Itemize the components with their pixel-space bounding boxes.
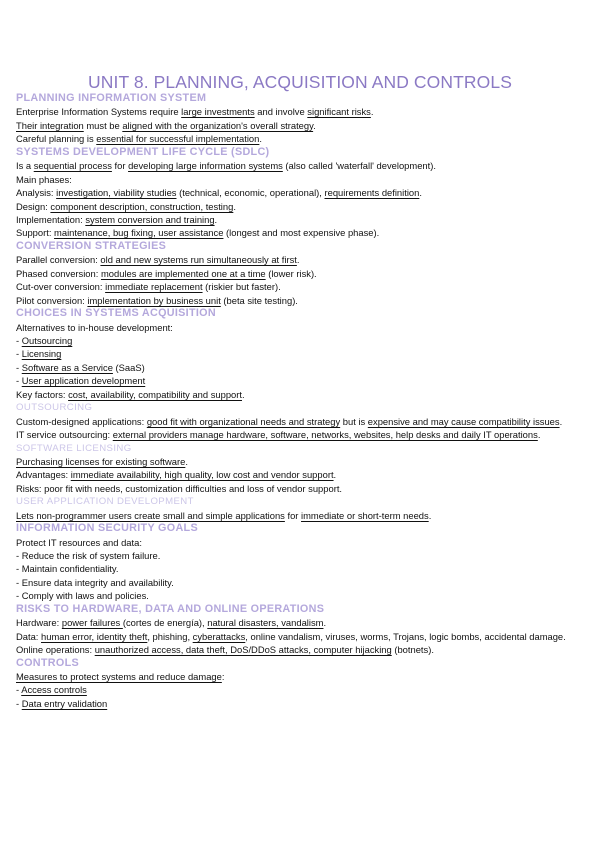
text-line: Support: maintenance, bug fixing, user assistance (longest and most expensive phase). [16,227,380,239]
subheading-user-development: USER APPLICATION DEVELOPMENT [16,496,194,508]
heading-conversion: CONVERSION STRATEGIES [16,239,167,252]
list-item: - Data entry validation [16,697,108,709]
text-line: Phased conversion: modules are implemented one at a time (lower risk). [16,267,317,279]
text-line: Advantages: immediate availability, high quality, low cost and vendor support. [16,469,337,481]
text-line: Their integration must be aligned with the organization's overall strategy. [16,119,316,131]
heading-risks: RISKS TO HARDWARE, DATA AND ONLINE OPERATIONS [16,602,325,615]
text-line: Parallel conversion: old and new systems run simultaneously at first. [16,254,300,266]
list-item: - User application development [16,375,146,387]
heading-acquisition: CHOICES IN SYSTEMS ACQUISITION [16,307,216,320]
list-item: - Software as a Service (SaaS) [16,361,145,373]
text-line: Pilot conversion: implementation by business unit (beta site testing). [16,294,298,306]
text-line: Key factors: cost, availability, compatibility and support. [16,388,245,400]
list-item: - Licensing [16,348,62,360]
list-item: - Reduce the risk of system failure. [16,550,161,562]
subheading-licensing: SOFTWARE LICENSING [16,442,132,454]
page-title: UNIT 8. PLANNING, ACQUISITION AND CONTROLS [88,72,512,92]
text-line: Is a sequential process for developing large information systems (also called 'waterfall' development). [16,160,436,172]
text-line: Online operations: unauthorized access, data theft, DoS/DDoS attacks, computer hijacking (botnets). [16,644,434,656]
text-line: Lets non-programmer users create small and simple applications for immediate or short-term needs. [16,509,432,521]
text-line: Measures to protect systems and reduce damage: [16,671,225,683]
text-line: Alternatives to in-house development: [16,321,173,333]
text-line: Analysis: investigation, viability studies (technical, economic, operational), requirements definition. [16,187,422,199]
text-line: Custom-designed applications: good fit with organizational needs and strategy but is expensive and may cause compatibility issues. [16,415,563,427]
subheading-outsourcing: OUTSOURCING [16,402,93,414]
text-line: Enterprise Information Systems require large investments and involve significant risks. [16,106,374,118]
text-line: Careful planning is essential for successful implementation. [16,133,262,145]
list-item: - Maintain confidentiality. [16,563,119,575]
text-line: Implementation: system conversion and training. [16,213,218,225]
heading-controls: CONTROLS [16,656,79,669]
list-item: - Access controls [16,684,87,696]
text-line: Protect IT resources and data: [16,536,142,548]
text-line: Cut-over conversion: immediate replacement (riskier but faster). [16,281,281,293]
text-line: Main phases: [16,173,72,185]
heading-sdlc: SYSTEMS DEVELOPMENT LIFE CYCLE (SDLC) [16,145,270,158]
list-item: - Ensure data integrity and availability. [16,576,174,588]
heading-planning: PLANNING INFORMATION SYSTEM [16,92,207,104]
list-item: - Comply with laws and policies. [16,590,149,602]
text-line: Hardware: power failures (cortes de energía), natural disasters, vandalism. [16,617,327,629]
heading-security: INFORMATION SECURITY GOALS [16,522,198,535]
text-line: Purchasing licenses for existing software. [16,455,188,467]
text-line: Design: component description, construction, testing. [16,200,236,212]
text-line: IT service outsourcing: external providers manage hardware, software, networks, websites, help desks and daily IT operations. [16,429,541,441]
text-line: Risks: poor fit with needs, customization difficulties and loss of vendor support. [16,482,343,494]
list-item: - Outsourcing [16,334,73,346]
text-line: Data: human error, identity theft, phishing, cyberattacks, online vandalism, viruses, worms, Trojans, logic bombs, accidental damage. [16,630,566,642]
